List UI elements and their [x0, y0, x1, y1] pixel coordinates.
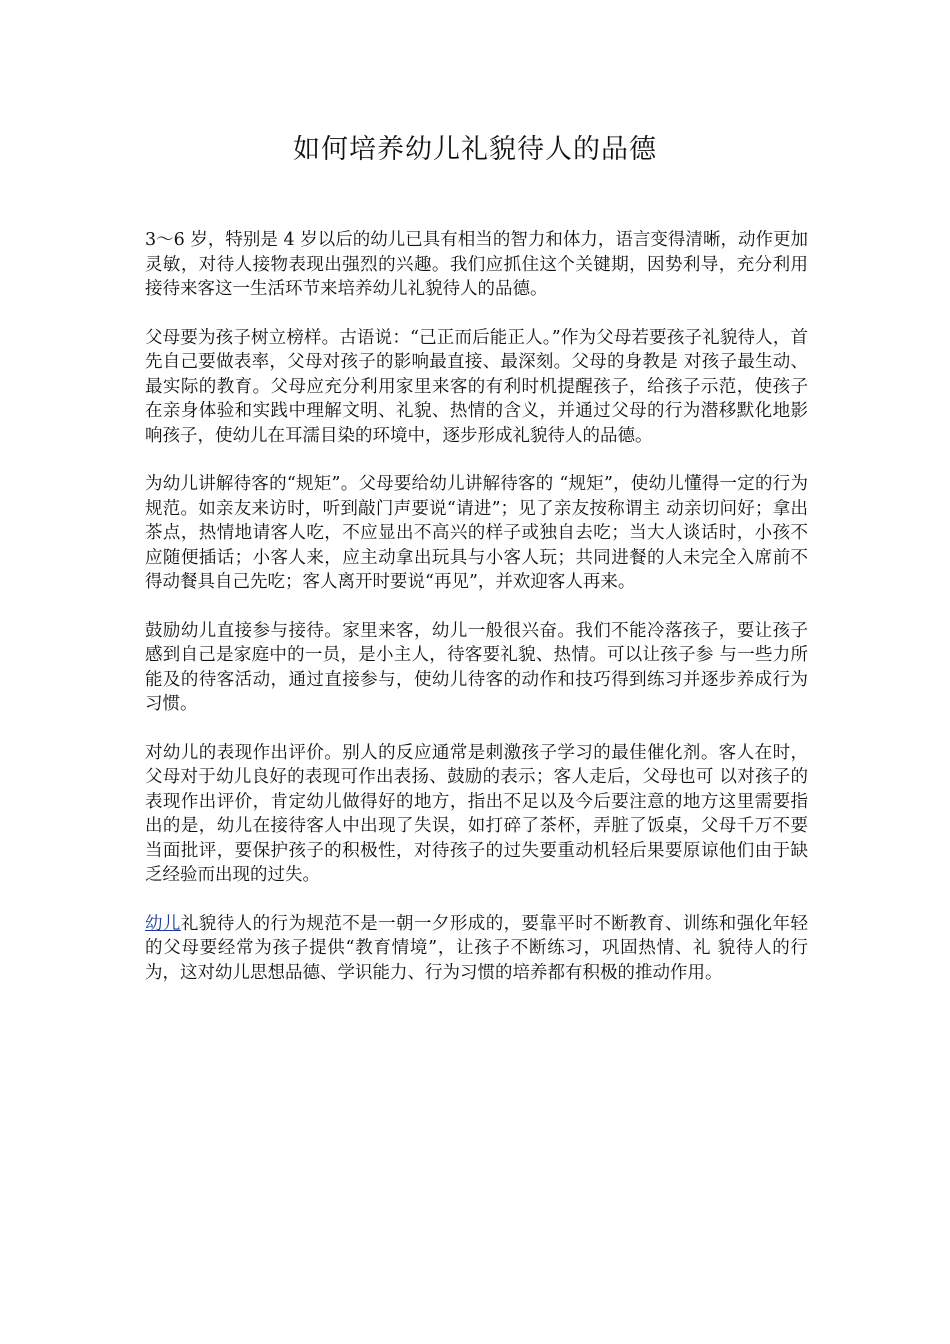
document-title: 如何培养幼儿礼貌待人的品德 — [293, 134, 657, 165]
paragraph-evaluate-performance: 对幼儿的表现作出评价。别人的反应通常是刺激孩子学习的最佳催化剂。客人在时，父母对于幼儿良好的表现可作出表扬、鼓励的表示；客人走后，父母也可 以对孩子的表现作出评价，肯定幼儿做得好的地方，指出不足以及今后要注意的地方这里需要指出的是，幼儿在接待客人中出现了失误，如打碎了茶杯，弄脏了饭桌，父母千万不要当面批评，要保护孩子的积极性，对待孩子的过失要重动机轻后果要原谅他们由于缺乏经验而出现的过失。 — [145, 742, 808, 885]
paragraph-explain-rules: 为幼儿讲解待客的“规矩”。父母要给幼儿讲解待客的 “规矩”，使幼儿懂得一定的行为规范。如亲友来访时，听到敲门声要说“请进”；见了亲友按称谓主 动亲切问好；拿出茶点，热情地请客人吃，不应显出不高兴的样子或独自去吃；当大人谈话时，小孩不应随便插话；小客人来，应主动拿出玩具与小客人玩；共同进餐的人未完全入席前不得动餐具自己先吃；客人离开时要说“再见”，并欢迎客人再来。 — [145, 474, 808, 592]
paragraph-conclusion — [145, 912, 808, 986]
paragraph-set-example: 父母要为孩子树立榜样。古语说：“己正而后能正人。”作为父母若要孩子礼貌待人，首先自己要做表率，父母对孩子的影响最直接、最深刻。父母的身教是 对孩子最生动、最实际的教育。父母应充分利用家里来客的有利时机提醒孩子，给孩子示范，使孩子在亲身体验和实践中理解文明、礼貌、热情的含义，并通过父母的行为潜移默化地影响孩子，使幼儿在耳濡目染的环境中，逐步形成礼貌待人的品德。 — [145, 327, 808, 446]
conclusion-text: 礼貌待人的行为规范不是一朝一夕形成的，要靠平时不断教育、训练和强化年轻的父母要经常为孩子提供“教育情境”，让孩子不断练习，巩固热情、礼 貌待人的行为，这对幼儿思想品德、学识能力、行为习惯的培养都有积极的推动作用。 — [145, 913, 809, 983]
document-body — [145, 228, 808, 1009]
paragraph-intro: 3～6 岁，特别是 4 岁以后的幼儿已具有相当的智力和体力，语言变得清晰，动作更加灵敏，对待人接物表现出强烈的兴趣。我们应抓住这个关键期，因势利导，充分利用接待来客这一生活环节来培养幼儿礼貌待人的品德。 — [145, 230, 808, 299]
paragraph-encourage-participation: 鼓励幼儿直接参与接待。家里来客，幼儿一般很兴奋。我们不能冷落孩子，要让孩子感到自己是家庭中的一员，是小主人，待客要礼貌、热情。可以让孩子参 与一些力所能及的待客活动，通过直接参与，使幼儿待客的动作和技巧得到练习并逐步养成行为习惯。 — [145, 620, 808, 714]
link-youer[interactable]: 幼儿 — [145, 913, 181, 934]
